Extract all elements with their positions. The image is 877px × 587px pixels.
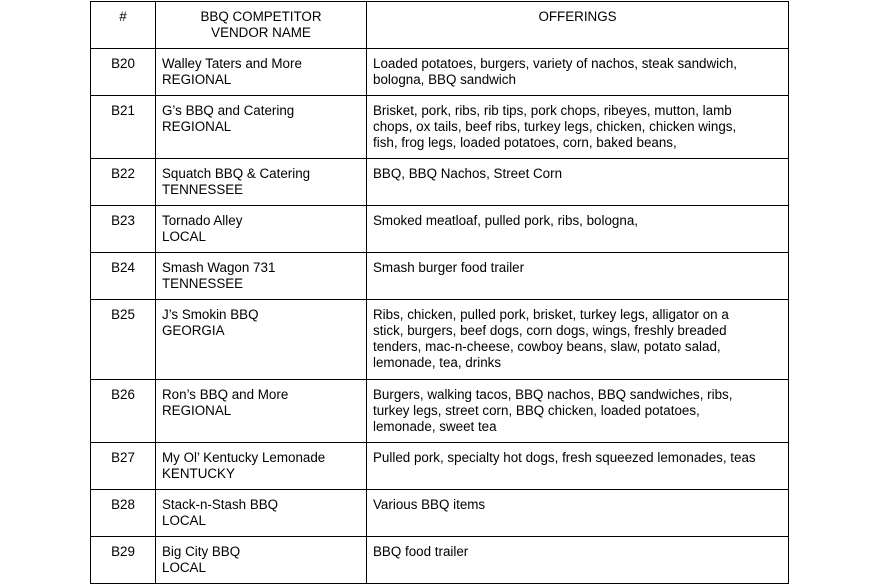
offerings-line: fish, frog legs, loaded potatoes, corn, baked beans, (373, 135, 677, 150)
offerings-line: chops, ox tails, beef ribs, turkey legs, chicken, chicken wings, (373, 119, 737, 134)
vendor-region: LOCAL (162, 229, 206, 244)
vendor-cell (156, 159, 367, 206)
row-number: B26 (91, 380, 156, 443)
vendor-cell (156, 96, 367, 159)
row-number: B20 (91, 49, 156, 96)
offerings-line: Burgers, walking tacos, BBQ nachos, BBQ sandwiches, ribs, (373, 387, 733, 402)
vendor-name: Tornado Alley (162, 213, 243, 228)
offerings-line: BBQ, BBQ Nachos, Street Corn (373, 166, 563, 181)
header-vendor-line2: VENDOR NAME (211, 25, 311, 40)
row-number: B23 (91, 206, 156, 253)
offerings-line: Smash burger food trailer (373, 260, 525, 275)
offerings-line: tenders, mac-n-cheese, cowboy beans, slaw, potato salad, (373, 339, 721, 354)
vendor-name: Stack-n-Stash BBQ (162, 497, 279, 512)
offerings-cell (367, 96, 789, 159)
vendor-cell (156, 380, 367, 443)
offerings-line: Ribs, chicken, pulled pork, brisket, turkey legs, alligator on a (373, 307, 729, 322)
vendor-name: Squatch BBQ & Catering (162, 166, 311, 181)
vendor-name: Big City BBQ (162, 544, 241, 559)
table-row (91, 443, 789, 490)
vendor-region: TENNESSEE (162, 276, 244, 291)
vendor-cell (156, 49, 367, 96)
offerings-line: bologna, BBQ sandwich (373, 72, 516, 87)
vendor-region: REGIONAL (162, 72, 232, 87)
offerings-cell (367, 300, 789, 380)
vendor-name: Smash Wagon 731 (162, 260, 276, 275)
table-row (91, 490, 789, 537)
vendor-region: LOCAL (162, 513, 206, 528)
offerings-line: Various BBQ items (373, 497, 486, 512)
vendor-region: TENNESSEE (162, 182, 244, 197)
offerings-line: lemonade, sweet tea (373, 419, 497, 434)
table-row (91, 49, 789, 96)
offerings-line: stick, burgers, beef dogs, corn dogs, wings, freshly breaded (373, 323, 727, 338)
header-number: # (91, 2, 156, 49)
offerings-line: turkey legs, street corn, BBQ chicken, loaded potatoes, (373, 403, 700, 418)
table-row (91, 300, 789, 380)
row-number: B24 (91, 253, 156, 300)
vendor-cell (156, 537, 367, 584)
header-row (91, 2, 789, 49)
row-number: B22 (91, 159, 156, 206)
offerings-cell (367, 380, 789, 443)
table-row (91, 253, 789, 300)
vendor-region: REGIONAL (162, 403, 232, 418)
row-number: B28 (91, 490, 156, 537)
table-row (91, 206, 789, 253)
vendor-name: My Ol’ Kentucky Lemonade (162, 450, 326, 465)
row-number: B21 (91, 96, 156, 159)
table-row (91, 159, 789, 206)
vendor-name: J’s Smokin BBQ (162, 307, 259, 322)
vendor-table (90, 1, 789, 584)
row-number: B27 (91, 443, 156, 490)
offerings-line: lemonade, tea, drinks (373, 355, 502, 370)
offerings-cell (367, 253, 789, 300)
offerings-cell (367, 206, 789, 253)
table-row (91, 380, 789, 443)
vendor-name: G’s BBQ and Catering (162, 103, 295, 118)
vendor-cell (156, 443, 367, 490)
offerings-line: Brisket, pork, ribs, rib tips, pork chops, ribeyes, mutton, lamb (373, 103, 732, 118)
vendor-region: REGIONAL (162, 119, 232, 134)
vendor-region: KENTUCKY (162, 466, 235, 481)
vendor-cell (156, 490, 367, 537)
row-number: B29 (91, 537, 156, 584)
vendor-name: Ron’s BBQ and More (162, 387, 289, 402)
offerings-cell (367, 49, 789, 96)
vendor-cell (156, 253, 367, 300)
vendor-name: Walley Taters and More (162, 56, 302, 71)
offerings-line: Pulled pork, specialty hot dogs, fresh squeezed lemonades, teas (373, 450, 756, 465)
offerings-cell (367, 490, 789, 537)
offerings-cell (367, 443, 789, 490)
header-vendor-line1: BBQ COMPETITOR (200, 9, 322, 24)
offerings-line: Smoked meatloaf, pulled pork, ribs, bologna, (373, 213, 638, 228)
vendor-cell (156, 300, 367, 380)
row-number: B25 (91, 300, 156, 380)
header-vendor-name (156, 2, 367, 49)
table-row (91, 96, 789, 159)
offerings-cell (367, 159, 789, 206)
offerings-cell (367, 537, 789, 584)
vendor-region: LOCAL (162, 560, 206, 575)
table-row (91, 537, 789, 584)
vendor-region: GEORGIA (162, 323, 225, 338)
vendor-cell (156, 206, 367, 253)
offerings-line: BBQ food trailer (373, 544, 469, 559)
offerings-line: Loaded potatoes, burgers, variety of nachos, steak sandwich, (373, 56, 737, 71)
header-offerings: OFFERINGS (367, 2, 789, 49)
